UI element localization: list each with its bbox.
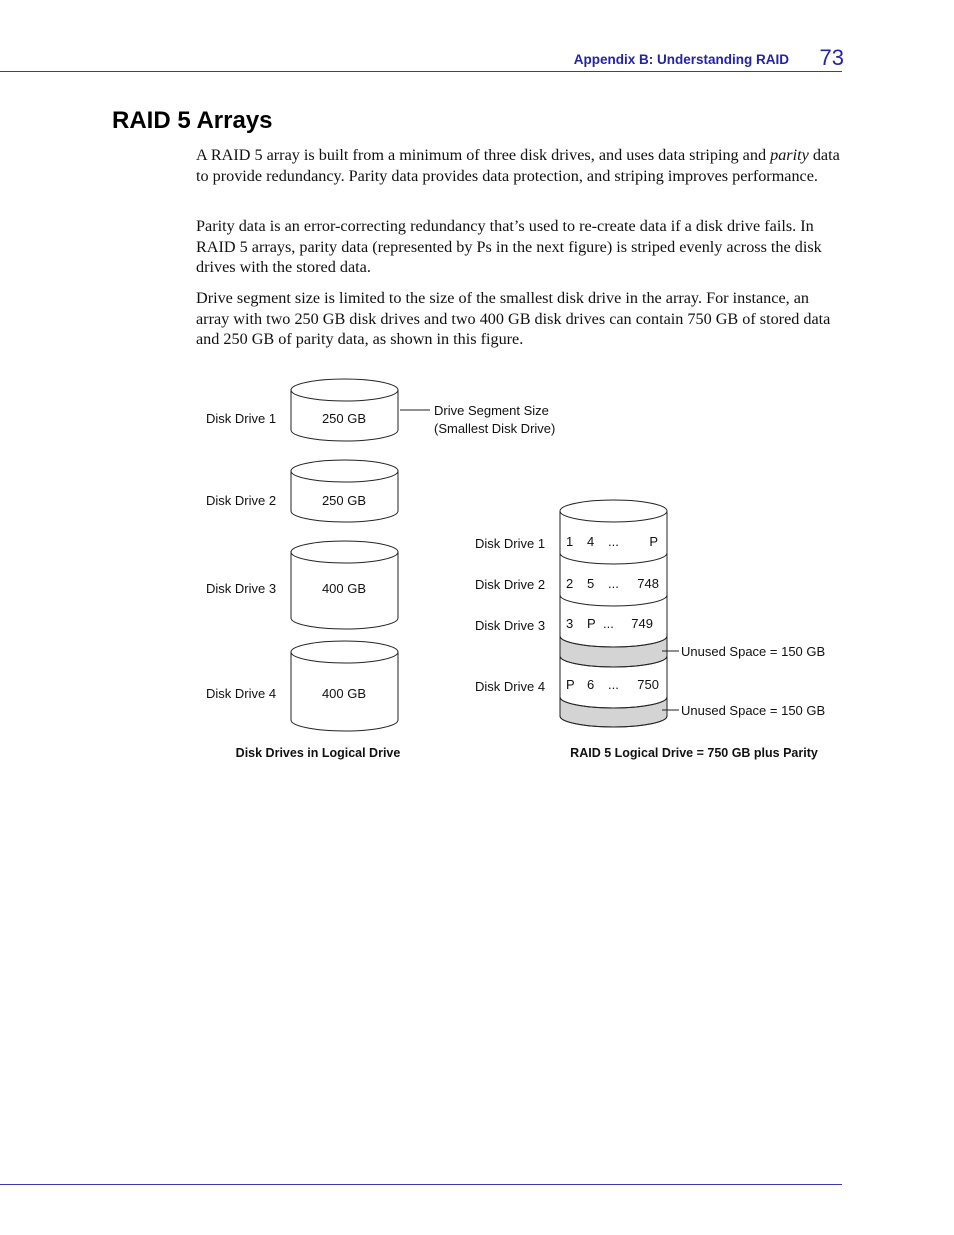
- segment-callout-line1: Drive Segment Size: [434, 403, 549, 418]
- stripe-cell: 4: [587, 534, 595, 549]
- left-drive-3-label: Disk Drive 3: [206, 581, 277, 596]
- unused-space-label-2: Unused Space = 150 GB: [681, 703, 826, 718]
- unused-space-label-1: Unused Space = 150 GB: [681, 644, 826, 659]
- running-header: Appendix B: Understanding RAID: [573, 52, 789, 67]
- stripe-cell: ...: [608, 534, 619, 549]
- paragraph-1-start: A RAID 5 array is built from a minimum of three disk drives, and uses data striping and: [196, 146, 771, 164]
- right-drive-4-label: Disk Drive 4: [475, 679, 546, 694]
- left-drive-1-size: 250 GB: [321, 411, 367, 426]
- left-drive-2-size: 250 GB: [321, 493, 367, 508]
- stripe-cell: 3: [566, 616, 574, 631]
- right-drive-2-label: Disk Drive 2: [475, 577, 546, 592]
- footer-rule: [0, 1184, 842, 1185]
- stripe-cell: 749: [631, 616, 653, 631]
- paragraph-3: Drive segment size is limited to the size of the smallest disk drive in the array. For instance, an array with two 250 GB disk drives and two 400 GB disk drives can contain 750 GB of stored data and 250 GB of parity data, as shown in this figure.: [196, 289, 831, 348]
- left-drive-4: [206, 641, 398, 731]
- stripe-cell: ...: [608, 677, 619, 692]
- left-drive-4-label: Disk Drive 4: [206, 686, 277, 701]
- section-title: RAID 5 Arrays: [112, 107, 273, 134]
- segment-callout-line2: (Smallest Disk Drive): [434, 421, 556, 436]
- left-drive-3-size: 400 GB: [321, 581, 367, 596]
- left-drive-2: [206, 460, 398, 522]
- left-drive-4-size: 400 GB: [321, 686, 367, 701]
- stripe-cell: ...: [608, 576, 619, 591]
- page-number: 73: [819, 45, 844, 70]
- stripe-cell: 750: [637, 677, 659, 692]
- left-figure-caption: Disk Drives in Logical Drive: [235, 746, 401, 760]
- stripe-cell: 6: [587, 677, 595, 692]
- unused-space-band-1: [560, 636, 667, 667]
- stripe-cell: 1: [566, 534, 574, 549]
- stripe-cell: 2: [566, 576, 574, 591]
- left-drive-2-label: Disk Drive 2: [206, 493, 277, 508]
- unused-space-band-2: [560, 697, 667, 727]
- right-drive-3-label: Disk Drive 3: [475, 618, 546, 633]
- paragraph-1-end: data to provide redundancy. Parity data provides data protection, and striping improves performance.: [196, 146, 840, 185]
- parity-term: parity: [770, 146, 809, 164]
- stripe-cell: 748: [637, 576, 659, 591]
- stripe-cell: 5: [587, 576, 595, 591]
- stripe-cell: P: [566, 677, 575, 692]
- stripe-cell: P: [649, 534, 658, 549]
- left-drive-3: [206, 541, 398, 629]
- right-figure-caption: RAID 5 Logical Drive = 750 GB plus Parity: [570, 746, 818, 760]
- right-drive-1-row: [475, 534, 658, 551]
- stripe-cell: ...: [603, 616, 614, 631]
- left-drive-1-label: Disk Drive 1: [206, 411, 277, 426]
- right-drive-3-row: [475, 616, 653, 633]
- right-drive-2-row: [475, 576, 659, 592]
- stripe-cell: P: [587, 616, 596, 631]
- paragraph-2: Parity data is an error-correcting redundancy that’s used to re-create data if a disk drive fails. In RAID 5 arrays, parity data (represented by Ps in the next figure) is striped evenly across the disk drives with the stored data.: [196, 217, 822, 276]
- left-drive-1: [206, 379, 398, 441]
- right-drive-1-label: Disk Drive 1: [475, 536, 546, 551]
- right-drive-4-row: [475, 677, 659, 694]
